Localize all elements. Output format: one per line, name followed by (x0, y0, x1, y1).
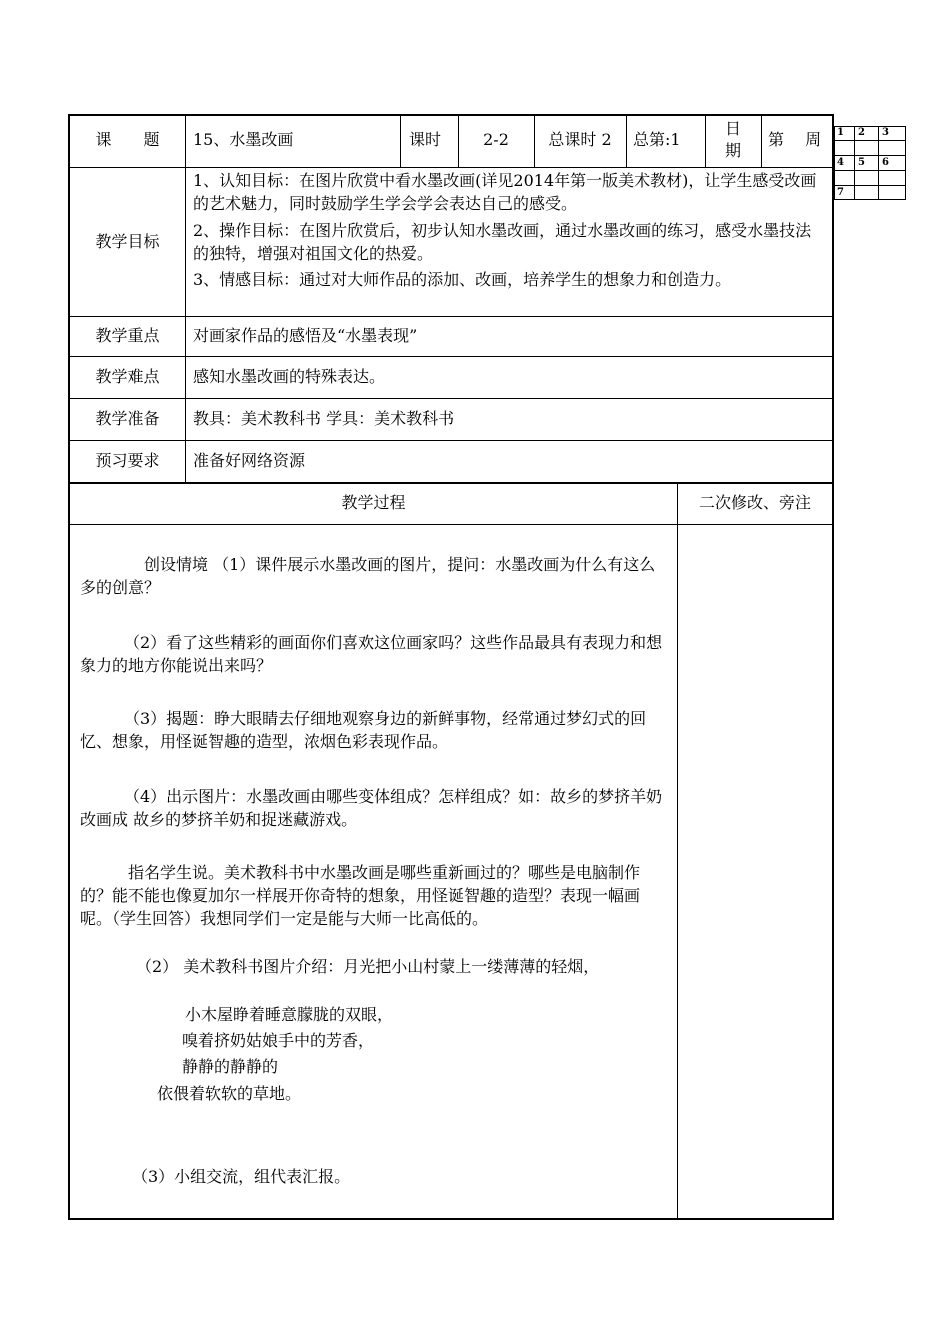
preview-label: 预习要求 (95, 451, 160, 470)
row-divider (68, 316, 834, 317)
week-mini-grid (834, 126, 906, 200)
mini-grid-line (834, 199, 906, 200)
table-border-bottom (68, 1218, 834, 1220)
date-label-bottom: 期 (724, 141, 741, 160)
preparation-label: 教学准备 (95, 409, 160, 428)
process-paragraph: （4）出示图片：水墨改画由哪些变体组成？怎样组成？如：故乡的梦挤羊奶 改画成 故乡的梦挤羊奶和捉迷藏游戏。 (80, 787, 663, 829)
table-border-right (832, 114, 834, 1220)
process-paragraph: 指名学生说。美术教科书中水墨改画是哪些重新画过的？哪些是电脑制作的？能不能也像夏加尔一样展开你奇特的想象，用怪诞智趣的造型？表现一幅画呢。（学生回答）我想同学们一定是能与大师一比高低的。 (80, 863, 641, 928)
topic-value: 15、水墨改画 (193, 130, 294, 149)
total-periods: 总课时 2 (548, 130, 612, 149)
topic-label: 课 题 (95, 130, 160, 149)
row-divider (68, 398, 834, 399)
mini-grid-line (834, 126, 906, 127)
week-label: 第 周 (768, 130, 822, 149)
process-last-step: （3）小组交流，组代表汇报。 (132, 1167, 351, 1186)
objectives-label: 教学目标 (95, 232, 160, 251)
poem-line: 嗅着挤奶姑娘手中的芳香， (182, 1031, 375, 1050)
mini-grid-line (854, 126, 855, 200)
table-border-top (68, 114, 834, 116)
key-points-label: 教学重点 (95, 326, 160, 345)
period-value: 2-2 (483, 130, 509, 149)
header-divider (626, 114, 627, 167)
table-border-left (68, 114, 70, 1220)
process-paragraph: （2）看了这些精彩的画面你们喜欢这位画家吗？这些作品最具有表现力和想象力的地方你能说出来吗？ (80, 633, 663, 675)
row-divider (68, 167, 834, 168)
notes-column-divider (677, 482, 678, 1219)
mini-grid-line (834, 185, 906, 186)
mini-cell: 1 (837, 127, 844, 138)
row-divider (68, 356, 834, 357)
mini-cell: 4 (837, 157, 844, 168)
date-label-top: 日 (724, 119, 741, 138)
preparation-value: 教具：美术教科书 学具：美术教科书 (193, 409, 455, 428)
process-paragraph: （2） 美术教科书图片介绍：月光把小山村蒙上一缕薄薄的轻烟， (136, 957, 600, 976)
mini-cell: 3 (882, 127, 889, 138)
preview-value: 准备好网络资源 (193, 451, 306, 470)
objective-emotion: 3、情感目标：通过对大师作品的添加、改画，培养学生的想象力和创造力。 (193, 270, 732, 289)
row-divider (68, 482, 834, 484)
poem-line: 依偎着软软的草地。 (157, 1084, 302, 1103)
process-paragraph: （3）揭题：睁大眼睛去仔细地观察身边的新鲜事物，经常通过梦幻式的回忆、想象，用怪诞智趣的造型，浓烟色彩表现作品。 (80, 709, 647, 751)
mini-cell: 5 (858, 157, 865, 168)
mini-grid-line (834, 170, 906, 171)
mini-grid-line (834, 126, 835, 200)
mini-cell: 6 (882, 157, 889, 168)
key-points-value: 对画家作品的感悟及“水墨表现” (193, 326, 418, 345)
notes-header: 二次修改、旁注 (698, 493, 811, 512)
objective-cognitive: 1、认知目标：在图片欣赏中看水墨改画(详见2014年第一版美术教材)，让学生感受改画的艺术魅力，同时鼓励学生学会学会表达自己的感受。 (193, 171, 817, 213)
mini-grid-line (834, 155, 906, 156)
row-divider (68, 440, 834, 441)
header-divider (761, 114, 762, 167)
poem-line: 静静的静静的 (182, 1057, 279, 1076)
process-paragraph: 创设情境 （1）课件展示水墨改画的图片，提问：水墨改画为什么有这么多的创意？ (80, 555, 656, 597)
difficulties-value: 感知水墨改画的特殊表达。 (193, 367, 386, 386)
difficulties-label: 教学难点 (95, 367, 160, 386)
mini-grid-line (834, 140, 906, 141)
mini-cell: 7 (837, 187, 844, 198)
objective-operation: 2、操作目标：在图片欣赏后，初步认知水墨改画，通过水墨改画的练习，感受水墨技法的独特，增强对祖国文化的热爱。 (193, 221, 812, 263)
process-header: 教学过程 (341, 493, 406, 512)
total-number: 总第:1 (633, 130, 681, 149)
label-column-divider (185, 114, 186, 482)
poem-line: 小木屋睁着睡意朦胧的双眼， (185, 1005, 394, 1024)
mini-grid-line (878, 126, 879, 200)
mini-cell: 2 (858, 127, 865, 138)
row-divider (68, 524, 834, 525)
period-label: 课时 (409, 130, 442, 149)
mini-grid-line (905, 126, 906, 200)
header-divider (400, 114, 401, 167)
